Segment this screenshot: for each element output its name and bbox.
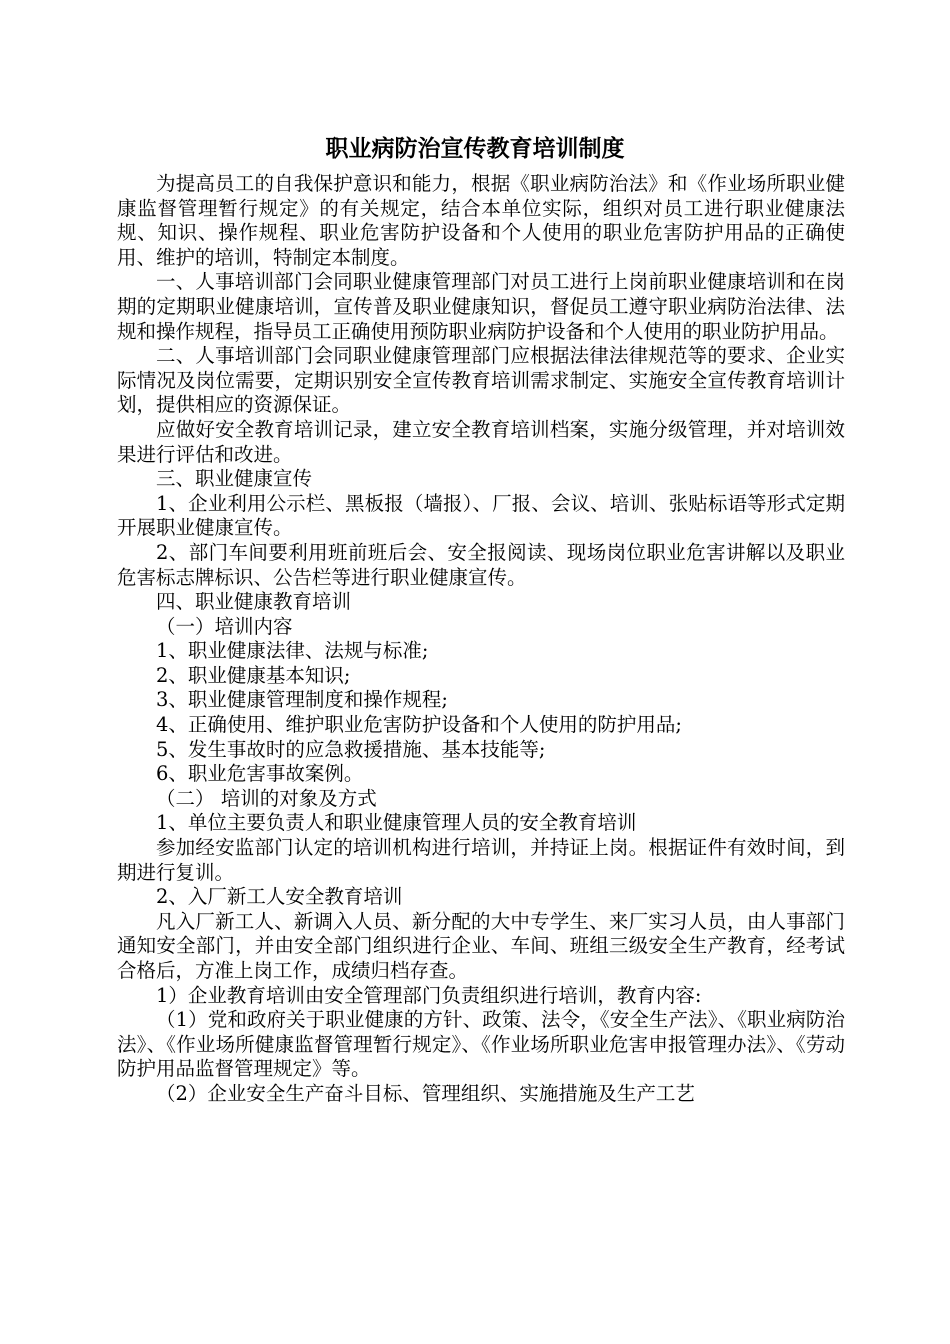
list-item: 1）企业教育培训由安全管理部门负责组织进行培训，教育内容: xyxy=(156,983,702,1007)
heading-section-4: 四、职业健康教育培训 xyxy=(156,590,352,614)
list-item: 1、企业利用公示栏、黑板报（墙报）、厂报、会议、培训、张贴标语等形式定期开展职业健康宣传。 xyxy=(117,491,845,540)
document-body xyxy=(117,172,845,1107)
list-item: （2）企业安全生产奋斗目标、管理组织、实施措施及生产工艺 xyxy=(156,1081,695,1105)
list-item: 3、职业健康管理制度和操作规程; xyxy=(156,688,448,712)
heading-section-3: 三、职业健康宣传 xyxy=(156,467,313,491)
list-item: 4、正确使用、维护职业危害防护设备和个人使用的防护用品; xyxy=(156,713,682,737)
list-item: 1、单位主要负责人和职业健康管理人员的安全教育培训 xyxy=(156,811,637,835)
list-item: 1、职业健康法律、法规与标准; xyxy=(156,639,429,663)
subheading-training-targets: （二） 培训的对象及方式 xyxy=(156,786,377,810)
list-item: （1）党和政府关于职业健康的方针、政策、法令，《安全生产法》、《职业病防治法》、《作业场所健康监督管理暂行规定》、《作业场所职业危害申报管理办法》、《劳动防护用品监督管理规定》等。 xyxy=(117,1008,845,1081)
document-title: 职业病防治宣传教育培训制度 xyxy=(325,136,625,162)
list-item: 5、发生事故时的应急救援措施、基本技能等; xyxy=(156,737,546,761)
paragraph-intro: 为提高员工的自我保护意识和能力，根据《职业病防治法》和《作业场所职业健康监督管理暂行规定》的有关规定，结合本单位实际，组织对员工进行职业健康法规、知识、操作规程、职业危害防护设备和个人使用的职业危害防护用品的正确使用、维护的培训，特制定本制度。 xyxy=(117,172,845,269)
list-item: 6、职业危害事故案例。 xyxy=(156,762,364,786)
paragraph-records: 应做好安全教育培训记录，建立安全教育培训档案，实施分级管理，并对培训效果进行评估和改进。 xyxy=(117,417,845,466)
list-item: 2、入厂新工人安全教育培训 xyxy=(156,885,403,909)
paragraph: 凡入厂新工人、新调入人员、新分配的大中专学生、来厂实习人员，由人事部门通知安全部门，并由安全部门组织进行企业、车间、班组三级安全生产教育，经考试合格后，方准上岗工作，成绩归档存查。 xyxy=(117,909,845,982)
list-item: 2、职业健康基本知识; xyxy=(156,663,351,687)
list-item: 2、部门车间要利用班前班后会、安全报阅读、现场岗位职业危害讲解以及职业危害标志牌标识、公告栏等进行职业健康宣传。 xyxy=(117,540,845,589)
paragraph-section-1: 一、人事培训部门会同职业健康管理部门对员工进行上岗前职业健康培训和在岗期的定期职业健康培训，宣传普及职业健康知识，督促员工遵守职业病防治法律、法规和操作规程，指导员工正确使用预防职业病防护设备和个人使用的职业防护用品。 xyxy=(117,270,845,343)
paragraph: 参加经安监部门认定的培训机构进行培训，并持证上岗。根据证件有效时间，到期进行复训。 xyxy=(117,836,845,884)
subheading-training-content: （一）培训内容 xyxy=(156,614,293,638)
paragraph-section-2: 二、人事培训部门会同职业健康管理部门应根据法律法律规范等的要求、企业实际情况及岗位需要，定期识别安全宣传教育培训需求制定、实施安全宣传教育培训计划，提供相应的资源保证。 xyxy=(117,344,845,417)
